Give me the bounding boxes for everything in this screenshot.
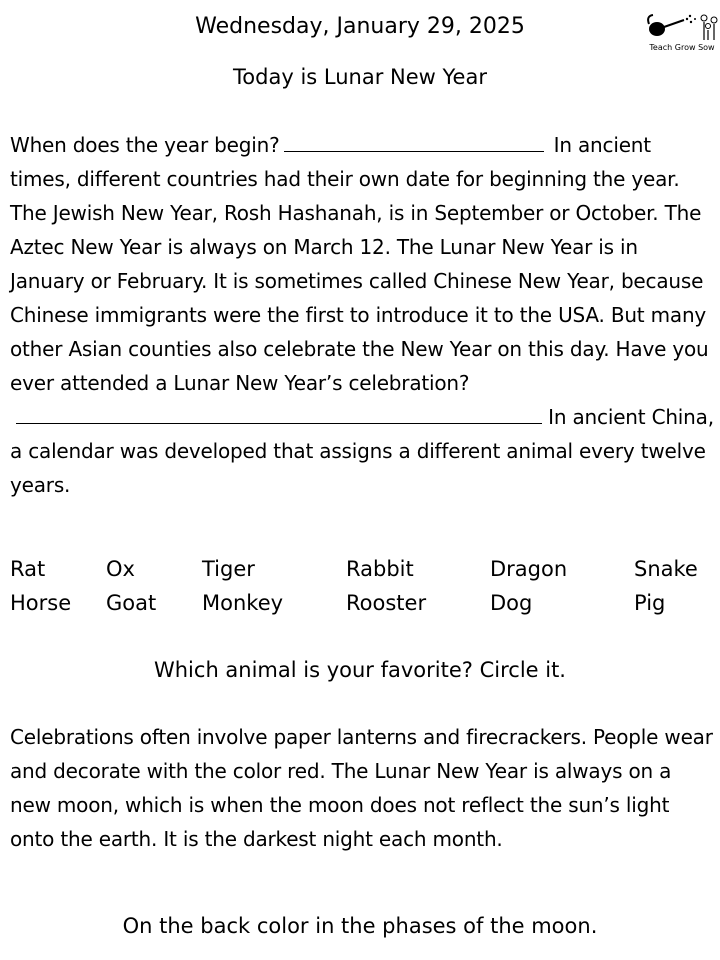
logo	[644, 10, 720, 56]
animal-item[interactable]: Rat	[10, 557, 46, 581]
question-year-begin: When does the year begin?	[10, 133, 280, 157]
watering-can-icon	[644, 10, 720, 44]
celebration-paragraph: Celebrations often involve paper lanterns and firecrackers. People wear and decorate with the color red. The Lunar New Year is always on a new moon, which is when the moon does not reflect the sun’s light onto the earth. It is the darkest night each month.	[10, 725, 713, 851]
animal-row-1	[10, 552, 716, 586]
animal-item[interactable]: Pig	[634, 591, 666, 615]
paragraph-text-1: In ancient times, different countries had their own date for beginning the year. The Jewish New Year, Rosh Hashanah, is in September or October. The Aztec New Year is always on March 12. The Lunar New Year is in January or February. It is sometimes called Chinese New Year, because Chinese immigrants were the first to introduce it to the USA. But many other Asian counties also celebrate the New Year on this day. Have you ever attended a Lunar New Year’s celebration?	[10, 133, 709, 395]
page-subtitle: Today is Lunar New Year	[233, 65, 487, 89]
animal-item[interactable]: Snake	[634, 557, 698, 581]
animal-item[interactable]: Tiger	[202, 557, 255, 581]
animal-row-2	[10, 586, 716, 620]
animal-item[interactable]: Rabbit	[346, 557, 414, 581]
logo-text: Teach Grow Sow	[649, 43, 715, 52]
intro-paragraph	[10, 128, 714, 502]
animal-item[interactable]: Dog	[490, 591, 533, 615]
closing-instruction: On the back color in the phases of the moon.	[122, 914, 598, 938]
animal-item[interactable]: Dragon	[490, 557, 568, 581]
animal-table	[10, 552, 716, 620]
animal-item[interactable]: Horse	[10, 591, 72, 615]
answer-blank-celebration[interactable]	[16, 403, 542, 424]
paragraph-text-2: In ancient China, a calendar was developed that assigns a different animal every twelve years.	[10, 405, 714, 497]
animal-item[interactable]: Monkey	[202, 591, 284, 615]
page-date: Wednesday, January 29, 2025	[195, 14, 525, 39]
animal-item[interactable]: Rooster	[346, 591, 427, 615]
animal-item[interactable]: Ox	[106, 557, 135, 581]
animal-item[interactable]: Goat	[106, 591, 157, 615]
favorite-animal-question: Which animal is your favorite? Circle it.	[153, 658, 566, 682]
answer-blank-year-begin[interactable]	[284, 131, 544, 152]
